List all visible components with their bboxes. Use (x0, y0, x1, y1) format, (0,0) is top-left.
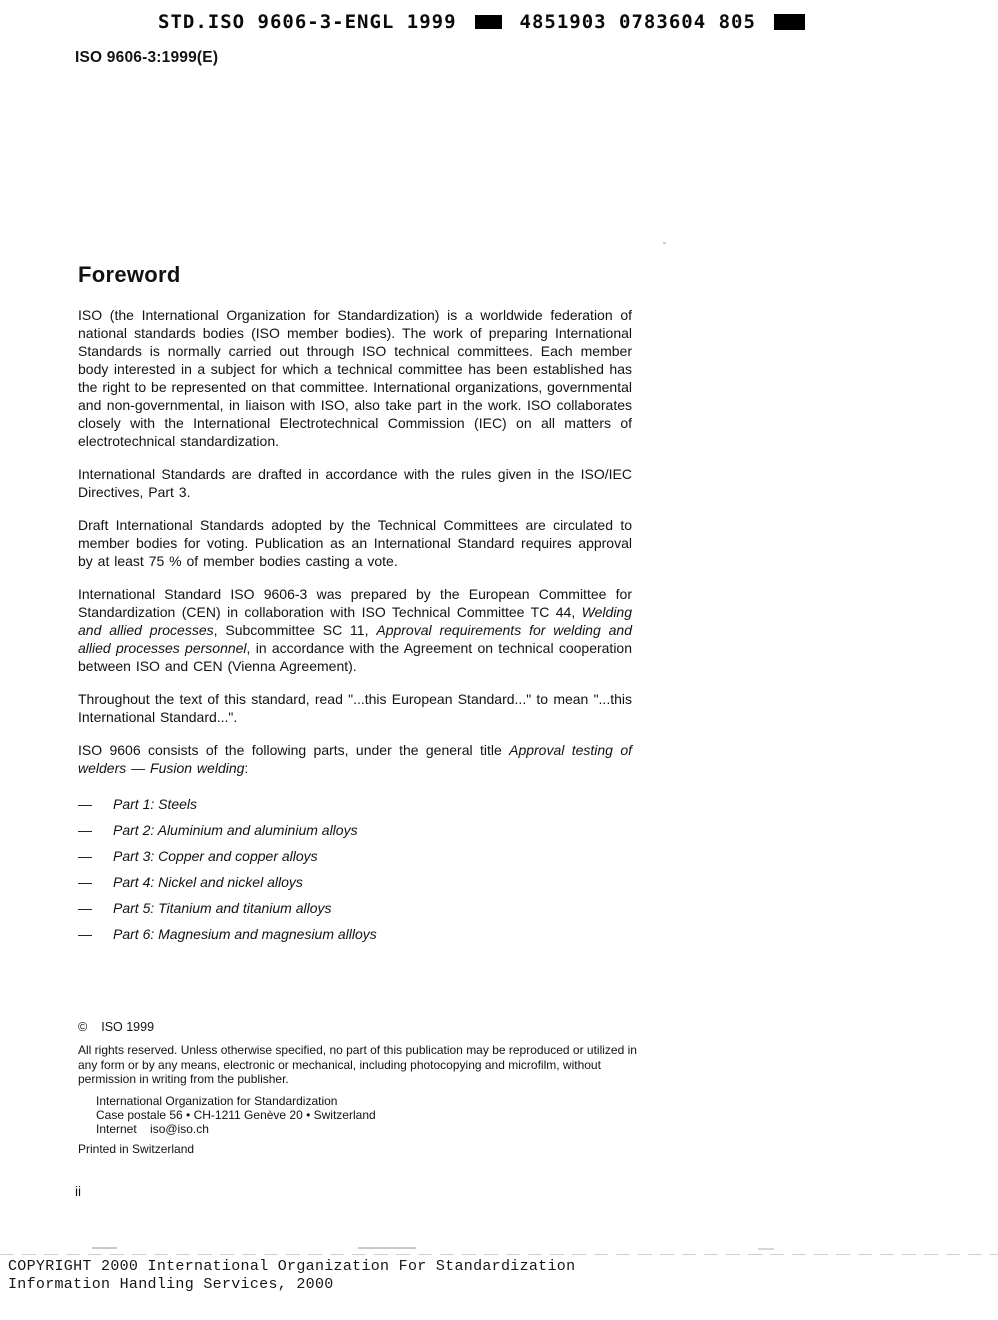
scan-header-number: 4851903 0783604 805 (519, 11, 756, 33)
list-dash: — (78, 822, 92, 838)
printed-in-note: Printed in Switzerland (78, 1142, 195, 1157)
foreword-paragraph-2: International Standards are drafted in accordance with the rules given in the ISO/IEC Directives, Part 3. (78, 466, 632, 500)
document-reference: ISO 9606-3:1999(E) (75, 49, 219, 66)
parts-list-item-label: Part 6: Magnesium and magnesium allloys (113, 926, 377, 942)
parts-list-item (78, 795, 632, 813)
list-dash: — (78, 848, 92, 864)
parts-list-item (78, 899, 632, 917)
page-title: Foreword (78, 262, 181, 287)
list-dash: — (78, 900, 92, 916)
parts-list-item (78, 925, 632, 943)
list-dash: — (78, 874, 92, 890)
publisher-address-line: International Organization for Standardization (96, 1093, 338, 1108)
foreword-paragraph-6: ISO 9606 consists of the following parts, under the general title Approval testing of welders — Fusion welding: (78, 742, 632, 776)
copyright-notice (78, 1020, 638, 1034)
copyright-year: ISO 1999 (101, 1020, 155, 1034)
list-dash: — (78, 926, 92, 942)
copyright-block (78, 1020, 638, 1156)
foreword-paragraph-3: Draft International Standards adopted by the Technical Committees are circulated to member bodies for voting. Publication as an International Standard requires approval by at least 75 % of member bodies casting a vote. (78, 517, 632, 569)
scan-artifact (358, 1247, 416, 1249)
rights-statement: All rights reserved. Unless otherwise specified, no part of this publication may be reproduced or utilized in any form or by any means, electronic or mechanical, including photocopying and microfilm, without permission in writing from the publisher. (78, 1043, 637, 1086)
publisher-address (96, 1094, 638, 1137)
parts-list-item (78, 873, 632, 891)
parts-list-item (78, 821, 632, 839)
publisher-address-line: Case postale 56 • CH-1211 Genève 20 • Switzerland (96, 1107, 376, 1122)
scan-artifact (92, 1247, 117, 1249)
parts-list-item-label: Part 4: Nickel and nickel alloys (113, 874, 303, 890)
parts-list-item-label: Part 5: Titanium and titanium alloys (113, 900, 332, 916)
copyright-symbol: © (78, 1020, 88, 1034)
scan-page-edge (0, 1254, 998, 1255)
footer-copyright-band (0, 1258, 998, 1294)
page-number: ii (75, 1184, 81, 1199)
foreword-paragraph-4: International Standard ISO 9606-3 was prepared by the European Committee for Standardization (CEN) in collaboration with ISO Technical Committee TC 44, Welding and allied processes, Subcommittee SC 11, Approval requirements for welding and allied processes personnel, in accordance with the Agreement on technical cooperation between ISO and CEN (Vienna Agreement). (78, 586, 633, 674)
foreword-section (78, 262, 632, 951)
publisher-address-line: Internet iso@iso.ch (96, 1121, 209, 1136)
parts-list-item (78, 847, 632, 865)
scan-artifact (663, 242, 666, 244)
foreword-paragraph-5: Throughout the text of this standard, read "...this European Standard..." to mean "...this International Standard...". (78, 691, 632, 725)
parts-list-item-label: Part 2: Aluminium and aluminium alloys (113, 822, 358, 838)
footer-copyright-line-1: COPYRIGHT 2000 International Organization For Standardization (8, 1258, 576, 1275)
foreword-paragraph-1: ISO (the International Organization for Standardization) is a worldwide federation of national standards bodies (ISO member bodies). The work of preparing International Standards is normally carried out through ISO technical committees. Each member body interested in a subject for which a technical committee has been established has the right to be represented on that committee. International organizations, governmental and non-governmental, in liaison with ISO, also take part in the work. ISO collaborates closely with the International Electrotechnical Commission (IEC) on all matters of electrotechnical standardization. (78, 307, 632, 449)
footer-copyright-line-2: Information Handling Services, 2000 (8, 1276, 334, 1293)
scan-artifact (758, 1248, 774, 1250)
list-dash: — (78, 796, 92, 812)
scan-header-line (158, 11, 805, 33)
scan-header-text: STD.ISO 9606-3-ENGL 1999 (158, 11, 457, 33)
parts-list-item-label: Part 1: Steels (113, 796, 198, 812)
parts-list-item-label: Part 3: Copper and copper alloys (113, 848, 318, 864)
scan-mark-icon (475, 15, 502, 29)
scan-mark-icon (774, 14, 805, 30)
parts-list (78, 795, 632, 943)
